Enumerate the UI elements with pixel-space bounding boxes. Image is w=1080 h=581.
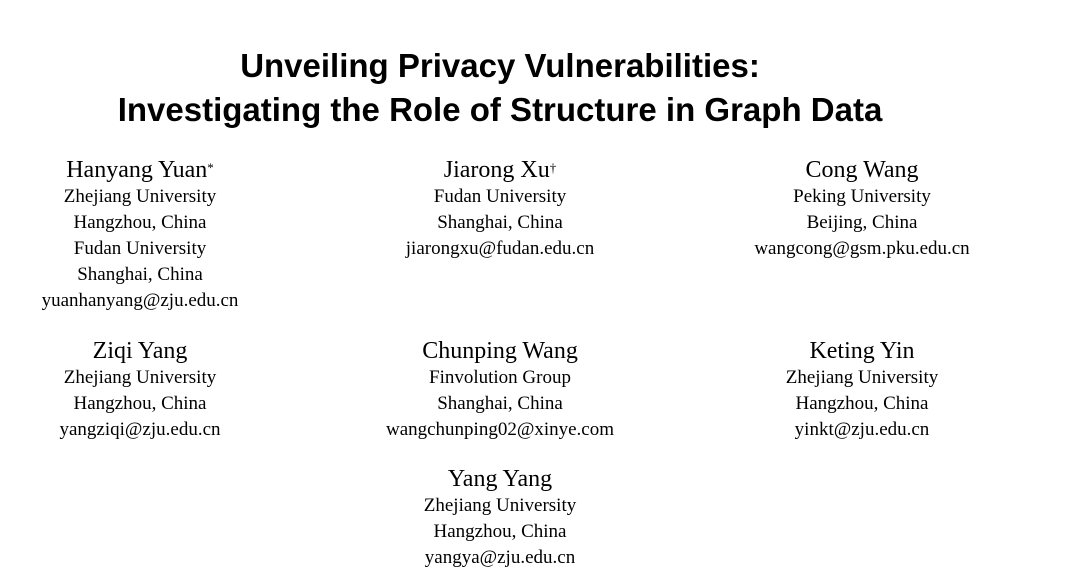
author-email: wangcong@gsm.pku.edu.cn bbox=[754, 238, 970, 259]
author-location: Shanghai, China bbox=[437, 212, 563, 233]
author-location: Hangzhou, China bbox=[433, 521, 567, 542]
author-name: Jiarong Xu† bbox=[443, 157, 557, 183]
author-block bbox=[0, 337, 300, 443]
author-location: Hangzhou, China bbox=[73, 212, 207, 233]
author-block bbox=[0, 156, 300, 314]
author-name: Yang Yang bbox=[447, 466, 553, 492]
author-name: Keting Yin bbox=[809, 338, 915, 364]
author-email: jiarongxu@fudan.edu.cn bbox=[405, 238, 595, 259]
author-affiliation: Zhejiang University bbox=[423, 495, 577, 516]
author-email: wangchunping02@xinye.com bbox=[385, 419, 615, 440]
author-location: Hangzhou, China bbox=[795, 393, 929, 414]
author-email: yinkt@zju.edu.cn bbox=[794, 419, 930, 440]
author-affiliation: Peking University bbox=[793, 186, 931, 207]
author-name: Ziqi Yang bbox=[92, 338, 188, 364]
author-affiliation: Zhejiang University bbox=[63, 367, 217, 388]
author-name: Hanyang Yuan* bbox=[66, 157, 214, 183]
author-block bbox=[702, 156, 1022, 262]
author-affiliation: Zhejiang University bbox=[63, 186, 217, 207]
author-location: Hangzhou, China bbox=[73, 393, 207, 414]
author-name: Chunping Wang bbox=[422, 338, 578, 364]
author-email: yangya@zju.edu.cn bbox=[424, 547, 576, 568]
author-email: yuanhanyang@zju.edu.cn bbox=[41, 290, 239, 311]
author-affiliation: Finvolution Group bbox=[429, 367, 571, 388]
author-footnote-mark: † bbox=[549, 160, 557, 175]
author-block bbox=[340, 156, 660, 262]
author-footnote-mark: * bbox=[207, 160, 214, 175]
author-location: Shanghai, China bbox=[77, 264, 203, 285]
author-block bbox=[340, 465, 660, 571]
author-block bbox=[702, 337, 1022, 443]
author-block bbox=[340, 337, 660, 443]
paper-title-line-2: Investigating the Role of Structure in Graph Data bbox=[117, 91, 883, 128]
author-affiliation: Zhejiang University bbox=[785, 367, 939, 388]
author-location: Beijing, China bbox=[806, 212, 918, 233]
author-location: Shanghai, China bbox=[437, 393, 563, 414]
author-affiliation: Fudan University bbox=[73, 238, 207, 259]
paper-title-line-1: Unveiling Privacy Vulnerabilities: bbox=[240, 47, 760, 84]
author-name: Cong Wang bbox=[805, 157, 919, 183]
author-email: yangziqi@zju.edu.cn bbox=[59, 419, 221, 440]
author-affiliation: Fudan University bbox=[433, 186, 567, 207]
